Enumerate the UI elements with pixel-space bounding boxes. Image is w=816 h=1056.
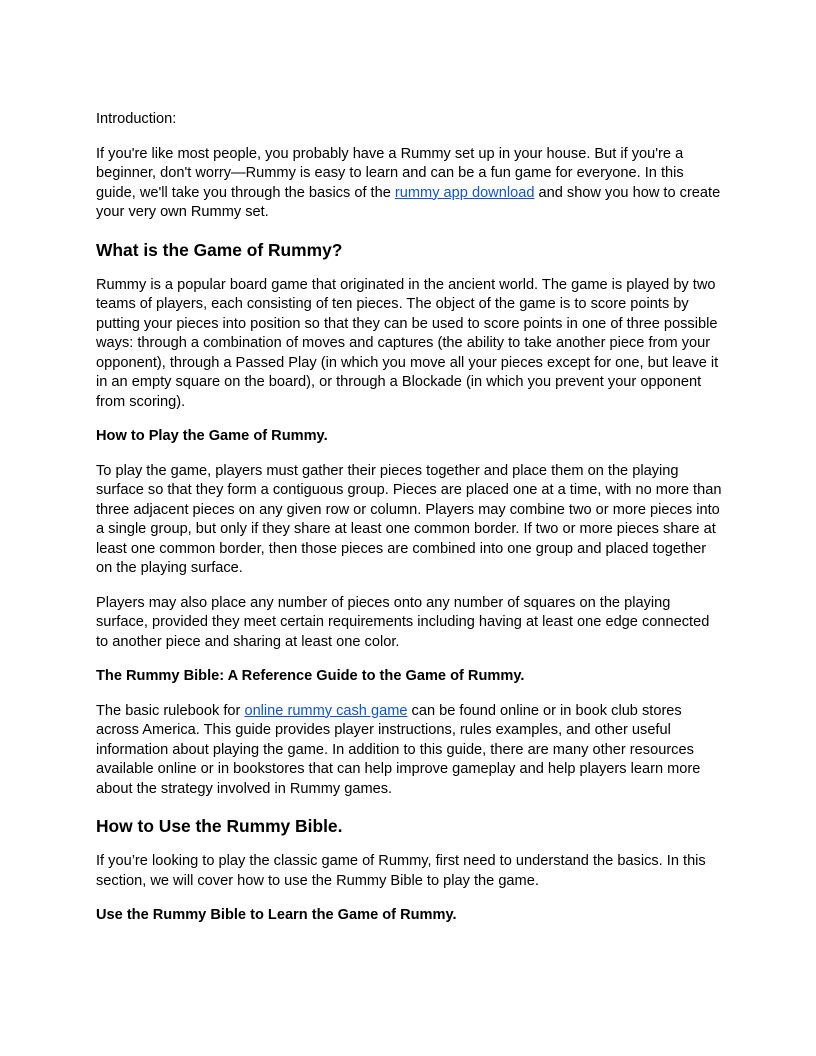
intro-label: Introduction: <box>96 111 177 127</box>
bible-text-after-link: can be found online or in book club stores across America. This guide provides player instructions, rules examples, and other useful information about playing the game. In addition to this guide, there are many other resources available online or in bookstores that can help improve gameplay and help players learn more about the strategy involved in Rummy games. <box>96 702 701 797</box>
heading-how-to-play: How to Play the Game of Rummy. <box>96 428 328 444</box>
heading-what-is-rummy: What is the Game of Rummy? <box>96 239 343 260</box>
what-is-rummy-paragraph: Rummy is a popular board game that originated in the ancient world. The game is played by two teams of players, each consisting of ten pieces. The object of the game is to score points by putting your pieces into position so that they can be used to score points in one of three possible ways: through a combination of moves and captures (the ability to take another piece from your opponent), through a Passed Play (in which you move all your pieces except for one, but leave it in an empty square on the board), or through a Blockade (in which you prevent your opponent from scoring). <box>96 276 719 410</box>
intro-text-before-link: If you're like most people, you probably have a Rummy set up in your house. But if you're a beginner, don't worry—Rummy is easy to learn and can be a fun game for everyone. In this guide, we'll take you through the basics of the <box>96 145 684 201</box>
online-rummy-cash-game-link[interactable]: online rummy cash game <box>244 702 408 719</box>
rummy-bible-paragraph <box>96 702 722 800</box>
heading-use-bible-to-learn: Use the Rummy Bible to Learn the Game of Rummy. <box>96 907 457 923</box>
how-to-play-paragraph-2: Players may also place any number of pieces onto any number of squares on the playing surface, provided they meet certain requirements including having at least one edge connected to another piece and sharing at least one color. <box>96 594 710 650</box>
rummy-app-download-link[interactable]: rummy app download <box>394 184 535 201</box>
document-page <box>96 110 722 941</box>
how-to-use-paragraph: If you’re looking to play the classic game of Rummy, first need to understand the basics. In this section, we will cover how to use the Rummy Bible to play the game. <box>96 853 706 889</box>
intro-text-after-link: and show you how to create your very own Rummy set. <box>96 184 721 220</box>
how-to-play-paragraph-1: To play the game, players must gather their pieces together and place them on the playing surface so that they form a contiguous group. Pieces are placed one at a time, with no more than three adjacent pieces on any given row or column. Players may combine two or more pieces into a single group, but only if they share at least one common border. If two or more pieces share at least one common border, then those pieces are combined into one group and placed together on the playing surface. <box>96 462 722 576</box>
heading-rummy-bible-reference: The Rummy Bible: A Reference Guide to the Game of Rummy. <box>96 668 525 684</box>
intro-paragraph <box>96 145 722 223</box>
heading-how-to-use-bible: How to Use the Rummy Bible. <box>96 816 343 836</box>
bible-text-before-link: The basic rulebook for <box>96 702 245 719</box>
